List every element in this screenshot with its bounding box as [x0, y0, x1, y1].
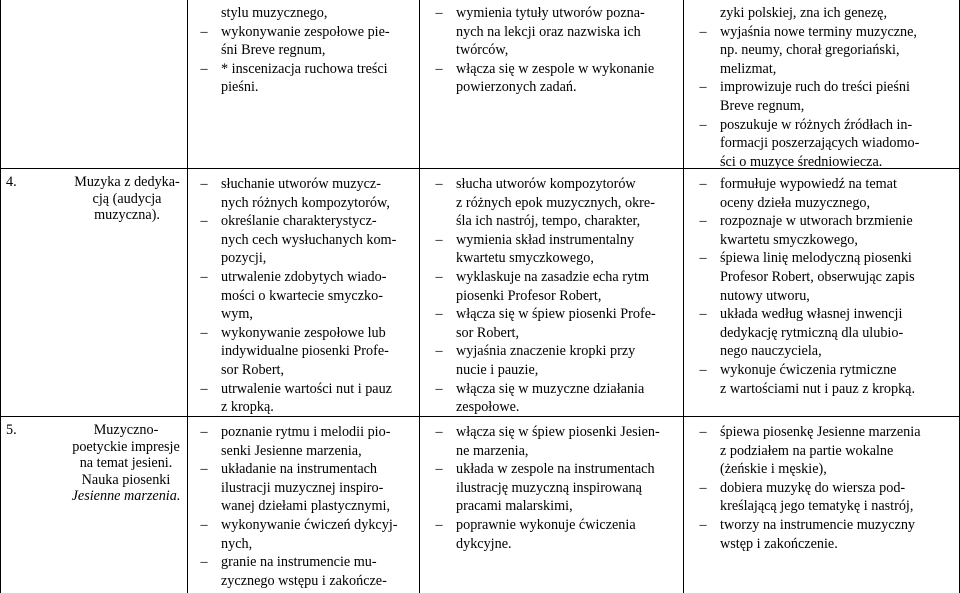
- topic-line: Muzyka z dedyka-: [74, 174, 180, 190]
- topic-line: na temat jesieni.: [79, 455, 173, 472]
- text-line: z podziałem na partie wokalne: [720, 442, 894, 459]
- text-line: dykcyjne.: [456, 535, 512, 552]
- list-item: [694, 116, 958, 172]
- text-line: wstęp i zakończenie.: [720, 535, 838, 552]
- text-line: z kropką.: [221, 399, 274, 416]
- continuation-text: [195, 4, 417, 23]
- col3-top: [430, 4, 682, 97]
- text-line: zespołowe.: [456, 399, 520, 416]
- list-item: [195, 380, 417, 417]
- text-line: włącza się w śpiew piosenki Jesien-: [456, 424, 660, 440]
- dash-bullet-icon: –: [699, 79, 707, 96]
- text-line: słuchanie utworów muzycz-: [221, 176, 381, 192]
- dash-bullet-icon: –: [435, 231, 443, 248]
- text-line: pozycji,: [221, 250, 267, 267]
- dash-bullet-icon: –: [200, 60, 208, 77]
- list-item: [195, 23, 417, 60]
- text-line: nucie i pauzie,: [456, 361, 539, 378]
- text-line: nych różnych kompozytorów,: [221, 194, 390, 211]
- text-line: oceny dzieła muzycznego,: [720, 194, 871, 211]
- list-item: [430, 60, 682, 97]
- table-divider-col2: [419, 0, 420, 593]
- dash-bullet-icon: –: [699, 306, 707, 323]
- col4-mid: [694, 175, 958, 398]
- dash-bullet-icon: –: [200, 461, 208, 478]
- topic-line: muzyczna).: [94, 207, 160, 224]
- text-line: Profesor Robert, obserwując zapis: [720, 268, 915, 285]
- text-line: melizmat,: [720, 60, 777, 77]
- text-line: wyklaskuje na zasadzie echa rytm: [456, 268, 650, 285]
- dash-bullet-icon: –: [200, 554, 208, 571]
- list-item: [195, 516, 417, 553]
- list-item: [694, 212, 958, 249]
- text-line: włącza się w zespole w wykonanie: [456, 60, 655, 77]
- text-line: pracami malarskimi,: [456, 498, 573, 515]
- text-line: wykonywanie zespołowe pie-: [221, 23, 390, 40]
- list-item: [195, 553, 417, 590]
- text-line: ilustracji muzycznej inspiro-: [221, 479, 384, 496]
- text-line: z różnych epok muzycznych, okre-: [456, 194, 655, 211]
- topic-line: poetyckie impresje: [72, 438, 180, 455]
- continuation-text: [694, 4, 958, 23]
- list-item: [430, 342, 682, 379]
- col2-mid: [195, 175, 417, 417]
- dash-bullet-icon: –: [699, 116, 707, 133]
- topic-line-italic: Jesienne marzenia.: [71, 488, 181, 505]
- list-item: [430, 4, 682, 60]
- text-line: utrwalenie zdobytych wiado-: [221, 268, 387, 285]
- text-line: senki Jesienne marzenia,: [221, 442, 362, 459]
- text-line: piosenki Profesor Robert,: [456, 287, 602, 304]
- text-line: z wartościami nut i pauz z kropką.: [720, 380, 916, 397]
- text-line: sor Robert,: [221, 361, 285, 378]
- text-line: wyjaśnia nowe terminy muzyczne,: [720, 23, 917, 40]
- topic-number: 4.: [6, 174, 17, 190]
- col4-bot: [694, 423, 958, 553]
- text-line: granie na instrumencie mu-: [221, 554, 377, 571]
- dash-bullet-icon: –: [200, 516, 208, 533]
- list-item: [694, 175, 958, 212]
- col2-top: [195, 4, 417, 97]
- text-line: twórców,: [456, 42, 509, 59]
- text-line: ści o muzyce średniowiecza.: [720, 153, 883, 170]
- text-line: formułuje wypowiedź na temat: [720, 176, 897, 192]
- col2-bot: [195, 423, 417, 590]
- dash-bullet-icon: –: [200, 324, 208, 341]
- dash-bullet-icon: –: [699, 479, 707, 496]
- list-item: [694, 479, 958, 516]
- text-line: utrwalenie wartości nut i pauz: [221, 380, 392, 397]
- text-line: stylu muzycznego,: [221, 5, 328, 21]
- dash-bullet-icon: –: [200, 213, 208, 230]
- text-line: zycznego wstępu i zakończe-: [221, 572, 387, 589]
- text-line: dobiera muzykę do wiersza pod-: [720, 479, 906, 496]
- dash-bullet-icon: –: [699, 176, 707, 192]
- list-item: [195, 212, 417, 268]
- text-line: (żeńskie i męskie),: [720, 461, 827, 478]
- text-line: wykonuje ćwiczenia rytmiczne: [720, 361, 897, 378]
- text-line: kwartetu smyczkowego,: [720, 231, 858, 248]
- text-line: formacji poszerzających wiadomo-: [720, 135, 920, 152]
- list-item: [694, 305, 958, 361]
- text-line: nych cech wysłuchanych kom-: [221, 231, 397, 248]
- list-item: [694, 516, 958, 553]
- text-line: Breve regnum,: [720, 97, 805, 114]
- text-line: kreślającą jego tematykę i nastrój,: [720, 498, 914, 515]
- list-item: [694, 249, 958, 305]
- text-line: nutowy utworu,: [720, 287, 810, 304]
- topic-5: [6, 422, 186, 512]
- text-line: np. neumy, chorał gregoriański,: [720, 42, 900, 59]
- text-line: indywidualne piosenki Profe-: [221, 343, 389, 360]
- list-item: [694, 23, 958, 79]
- text-line: poszukuje w różnych źródłach in-: [720, 116, 913, 133]
- dash-bullet-icon: –: [200, 176, 208, 192]
- text-line: ne marzenia,: [456, 442, 529, 459]
- dash-bullet-icon: –: [699, 361, 707, 378]
- dash-bullet-icon: –: [435, 60, 443, 77]
- text-line: tworzy na instrumencie muzyczny: [720, 516, 916, 533]
- text-line: wym,: [221, 306, 253, 323]
- text-line: śpiewa linię melodyczną piosenki: [720, 250, 912, 267]
- text-line: włącza się w muzyczne działania: [456, 380, 645, 397]
- text-line: rozpoznaje w utworach brzmienie: [720, 213, 913, 230]
- dash-bullet-icon: –: [699, 424, 707, 440]
- col3-bot: [430, 423, 682, 553]
- text-line: włącza się w śpiew piosenki Profe-: [456, 306, 656, 323]
- text-line: improwizuje ruch do treści pieśni: [720, 79, 910, 96]
- dash-bullet-icon: –: [200, 23, 208, 40]
- topic-line: Muzyczno-: [93, 422, 159, 438]
- list-item: [430, 231, 682, 268]
- text-line: śpiewa piosenkę Jesienne marzenia: [720, 424, 921, 440]
- text-line: powierzonych zadań.: [456, 79, 577, 96]
- topic-4: [6, 174, 186, 234]
- topic-line: Nauka piosenki: [81, 471, 171, 488]
- dash-bullet-icon: –: [435, 268, 443, 285]
- dash-bullet-icon: –: [200, 380, 208, 397]
- col3-mid: [430, 175, 682, 417]
- text-line: wykonywanie ćwiczeń dykcyj-: [221, 516, 398, 533]
- dash-bullet-icon: –: [435, 306, 443, 323]
- text-line: układa według własnej inwencji: [720, 306, 903, 323]
- text-line: układanie na instrumentach: [221, 461, 378, 478]
- list-item: [195, 460, 417, 516]
- table-border-left: [0, 0, 1, 593]
- list-item: [430, 423, 682, 460]
- list-item: [430, 175, 682, 231]
- text-line: określanie charakterystycz-: [221, 213, 377, 230]
- list-item: [195, 175, 417, 212]
- text-line: wymienia skład instrumentalny: [456, 231, 635, 248]
- list-item: [430, 460, 682, 516]
- list-item: [430, 268, 682, 305]
- list-item: [694, 423, 958, 479]
- dash-bullet-icon: –: [435, 424, 443, 440]
- dash-bullet-icon: –: [435, 5, 443, 21]
- dash-bullet-icon: –: [200, 268, 208, 285]
- list-item: [195, 324, 417, 380]
- text-line: poprawnie wykonuje ćwiczenia: [456, 516, 636, 533]
- dash-bullet-icon: –: [200, 424, 208, 440]
- text-line: * inscenizacja ruchowa treści: [221, 60, 388, 77]
- table-divider-col3: [683, 0, 684, 593]
- text-line: zyki polskiej, zna ich genezę,: [720, 5, 888, 21]
- text-line: wanej dziełami plastycznymi,: [221, 498, 391, 515]
- text-line: mości o kwartecie smyczko-: [221, 287, 383, 304]
- list-item: [430, 516, 682, 553]
- list-item: [694, 78, 958, 115]
- list-item: [430, 305, 682, 342]
- text-line: śni Breve regnum,: [221, 42, 326, 59]
- list-item: [195, 60, 417, 97]
- col4-top: [694, 4, 958, 171]
- topic-number: 5.: [6, 422, 17, 438]
- list-item: [430, 380, 682, 417]
- dash-bullet-icon: –: [699, 516, 707, 533]
- dash-bullet-icon: –: [435, 461, 443, 478]
- text-line: ilustrację muzyczną inspirowaną: [456, 479, 642, 496]
- dash-bullet-icon: –: [699, 213, 707, 230]
- dash-bullet-icon: –: [699, 250, 707, 267]
- dash-bullet-icon: –: [699, 23, 707, 40]
- dash-bullet-icon: –: [435, 380, 443, 397]
- text-line: poznanie rytmu i melodii pio-: [221, 424, 391, 440]
- text-line: nych,: [221, 535, 253, 552]
- text-line: wyjaśnia znaczenie kropki przy: [456, 343, 636, 360]
- text-line: słucha utworów kompozytorów: [456, 176, 636, 192]
- topic-line: cją (audycja: [92, 190, 162, 207]
- dash-bullet-icon: –: [435, 343, 443, 360]
- text-line: nego nauczyciela,: [720, 343, 822, 360]
- text-line: wymienia tytuły utworów pozna-: [456, 5, 645, 21]
- text-line: dedykację rytmiczną dla ulubio-: [720, 324, 904, 341]
- list-item: [195, 423, 417, 460]
- text-line: pieśni.: [221, 79, 259, 96]
- text-line: wykonywanie zespołowe lub: [221, 324, 386, 341]
- text-line: nych na lekcji oraz nazwiska ich: [456, 23, 641, 40]
- text-line: sor Robert,: [456, 324, 520, 341]
- dash-bullet-icon: –: [435, 176, 443, 192]
- list-item: [694, 361, 958, 398]
- dash-bullet-icon: –: [435, 516, 443, 533]
- text-line: kwartetu smyczkowego,: [456, 250, 594, 267]
- list-item: [195, 268, 417, 324]
- text-line: układa w zespole na instrumentach: [456, 461, 655, 478]
- text-line: śla ich nastrój, tempo, charakter,: [456, 213, 641, 230]
